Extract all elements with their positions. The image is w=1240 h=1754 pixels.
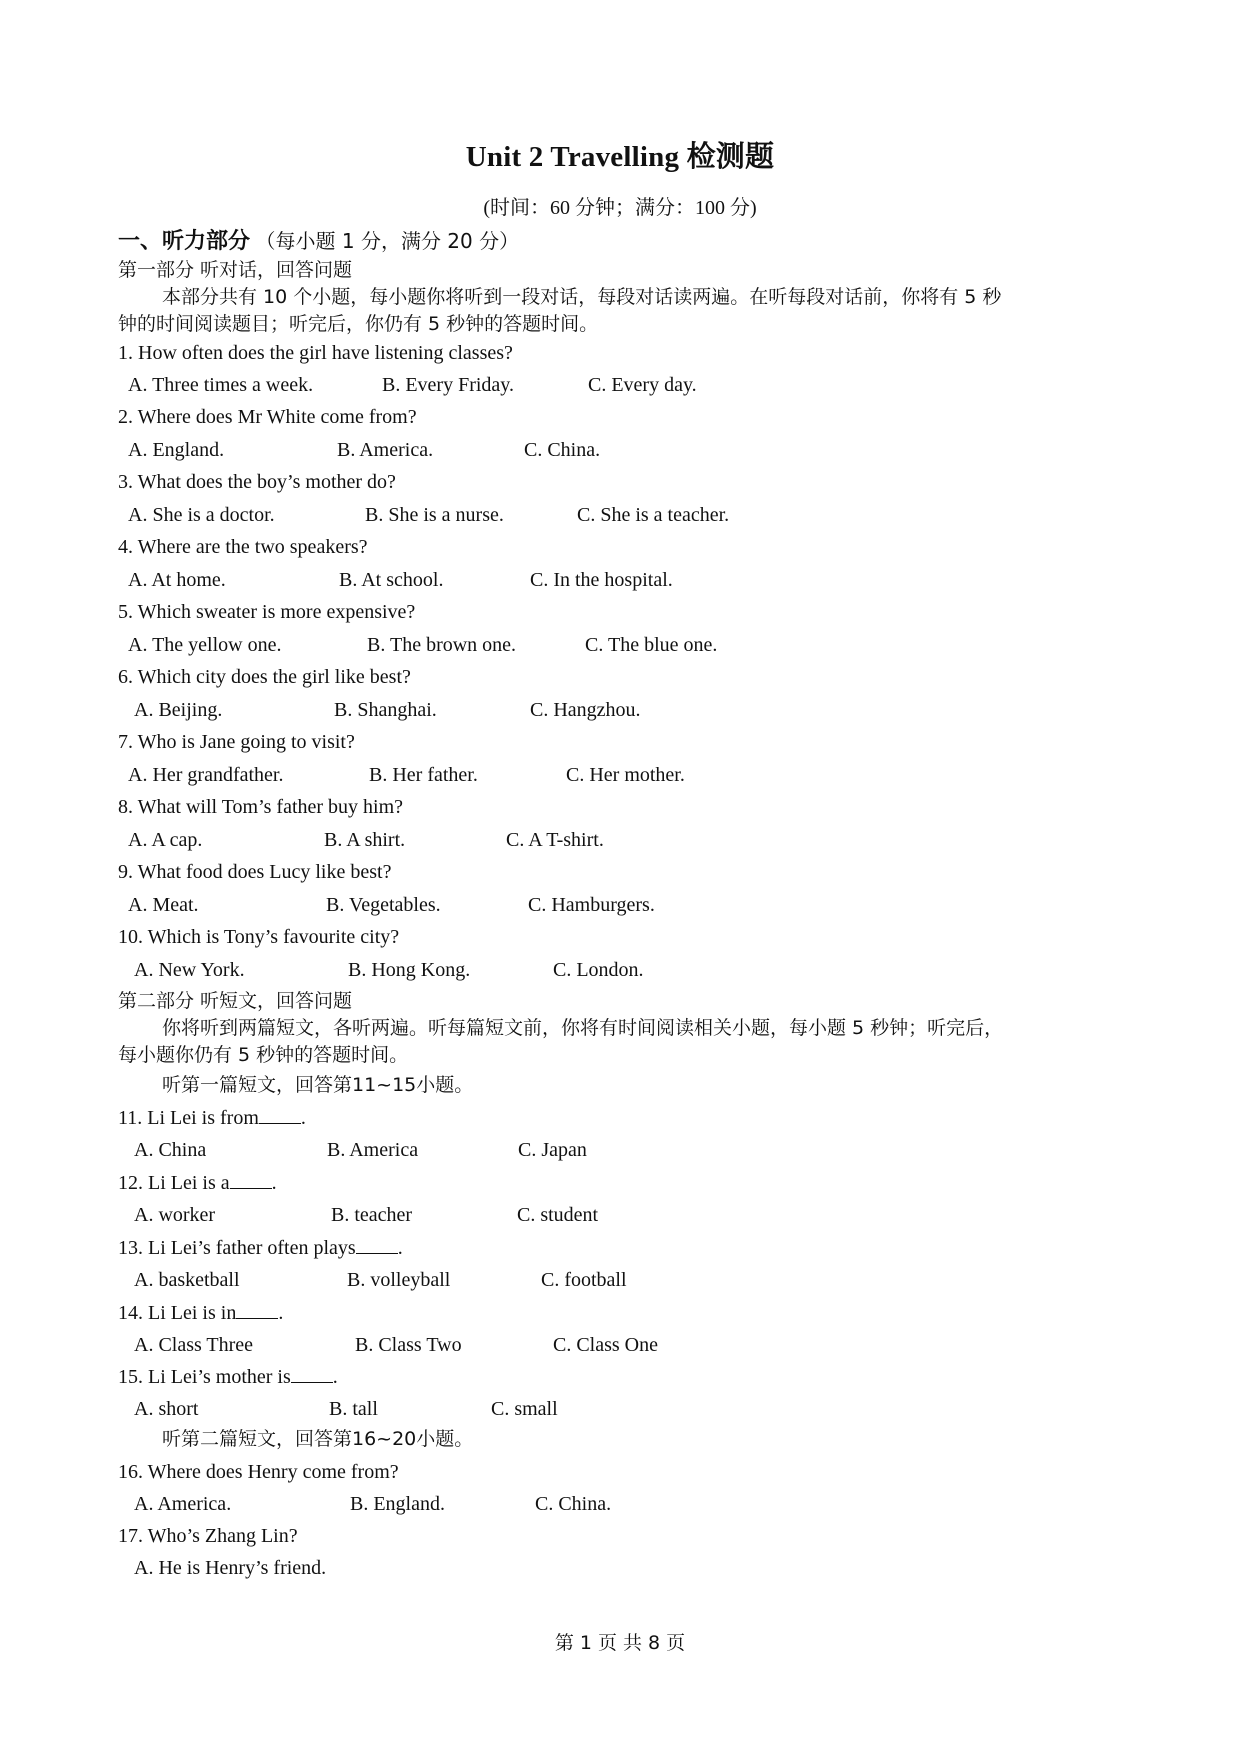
passage2-intro: 听第二篇短文，回答第16~20小题。 [162,1428,474,1450]
option-a: A. England. [128,439,225,461]
question-10: 10. Which is Tony’s favourite city? [118,926,400,948]
option-c: C. Japan [518,1139,587,1161]
page-title: Unit 2 Travelling 检测题 [465,141,775,173]
question-5: 5. Which sweater is more expensive? [118,601,416,623]
option-a: A. Beijing. [134,699,223,721]
option-c: C. A T-shirt. [506,829,604,851]
option-b: B. A shirt. [324,829,406,851]
option-b: B. America [327,1139,419,1161]
option-b: B. England. [350,1493,445,1515]
question-6: 6. Which city does the girl like best? [118,666,411,688]
question-15 [118,1364,338,1390]
option-b: B. The brown one. [367,634,517,656]
option-b: B. Hong Kong. [348,959,471,981]
option-c: C. football [541,1269,627,1291]
option-b: B. America. [337,439,434,461]
part1-heading: 第一部分 听对话，回答问题 [118,259,353,281]
question-3: 3. What does the boy’s mother do? [118,471,396,493]
option-a: A. Meat. [128,894,199,916]
answer-blank [236,1300,278,1319]
question-13 [118,1235,403,1261]
answer-blank [259,1105,301,1124]
option-c: C. London. [553,959,644,981]
option-b: B. Class Two [355,1334,462,1356]
passage1-intro: 听第一篇短文，回答第11~15小题。 [162,1074,474,1096]
option-b: B. Every Friday. [382,374,515,396]
question-9: 9. What food does Lucy like best? [118,861,392,883]
option-c: C. Hamburgers. [528,894,655,916]
option-b: B. Shanghai. [334,699,437,721]
option-c: C. Class One [553,1334,658,1356]
option-c: C. Hangzhou. [530,699,641,721]
option-a: A. She is a doctor. [128,504,275,526]
option-a: A. short [134,1398,199,1420]
question-16: 16. Where does Henry come from? [118,1461,399,1483]
option-b: B. tall [329,1398,378,1420]
answer-blank [230,1170,272,1189]
question-12 [118,1170,277,1196]
question-7: 7. Who is Jane going to visit? [118,731,355,753]
option-c: C. In the hospital. [530,569,673,591]
option-b: B. Vegetables. [326,894,441,916]
part1-instructions-1: 本部分共有 10 个小题，每小题你将听到一段对话，每段对话读两遍。在听每段对话前，你将有 5 秒 [162,286,1002,308]
section-listening-heading [118,228,519,255]
question-text: 12. Li Lei is a [118,1172,230,1194]
option-c: C. China. [524,439,601,461]
option-c: C. student [517,1204,599,1226]
option-b: B. volleyball [347,1269,451,1291]
question-text: 15. Li Lei’s mother is [118,1366,291,1388]
question-suffix: . [300,1107,306,1129]
option-a: A. China [134,1139,207,1161]
question-14 [118,1300,283,1326]
part2-instructions-2: 每小题你仍有 5 秒钟的答题时间。 [118,1044,409,1066]
question-suffix: . [397,1237,403,1259]
question-text: 11. Li Lei is from [118,1107,259,1129]
option-a: A. Three times a week. [128,374,314,396]
part2-instructions-1: 你将听到两篇短文，各听两遍。听每篇短文前，你将有时间阅读相关小题，每小题 5 秒钟；听完后， [162,1017,1004,1039]
part2-heading: 第二部分 听短文，回答问题 [118,990,353,1012]
section-title: 一、听力部分 [118,229,251,254]
section-score-note: （每小题 1 分，满分 20 分） [255,229,520,253]
option-c: C. Every day. [588,374,697,396]
option-a: A. worker [134,1204,216,1226]
page-number-footer: 第 1 页 共 8 页 [554,1632,686,1654]
question-suffix: . [271,1172,277,1194]
option-a: A. Class Three [134,1334,254,1356]
question-1: 1. How often does the girl have listening classes? [118,342,513,364]
option-b: B. She is a nurse. [365,504,504,526]
option-c: C. She is a teacher. [577,504,730,526]
option-a: A. New York. [134,959,245,981]
question-17: 17. Who’s Zhang Lin? [118,1525,298,1547]
option-c: C. Her mother. [566,764,685,786]
answer-blank [356,1235,398,1254]
question-text: 14. Li Lei is in [118,1302,237,1324]
option-b: B. teacher [331,1204,413,1226]
option-a: A. At home. [128,569,226,591]
option-c: C. China. [535,1493,612,1515]
option-a: A. He is Henry’s friend. [134,1557,327,1579]
question-suffix: . [332,1366,338,1388]
question-8: 8. What will Tom’s father buy him? [118,796,404,818]
option-a: A. A cap. [128,829,203,851]
question-2: 2. Where does Mr White come from? [118,406,417,428]
option-a: A. America. [134,1493,232,1515]
option-a: A. The yellow one. [128,634,282,656]
exam-time-and-score: (时间：60 分钟；满分：100 分) [483,197,757,219]
answer-blank [291,1364,333,1383]
question-11 [118,1105,306,1131]
option-c: C. small [491,1398,558,1420]
question-4: 4. Where are the two speakers? [118,536,368,558]
question-suffix: . [278,1302,284,1324]
question-text: 13. Li Lei’s father often plays [118,1237,356,1259]
option-a: A. basketball [134,1269,240,1291]
option-a: A. Her grandfather. [128,764,284,786]
option-b: B. At school. [339,569,444,591]
option-b: B. Her father. [369,764,478,786]
part1-instructions-2: 钟的时间阅读题目；听完后，你仍有 5 秒钟的答题时间。 [118,313,599,335]
option-c: C. The blue one. [585,634,718,656]
